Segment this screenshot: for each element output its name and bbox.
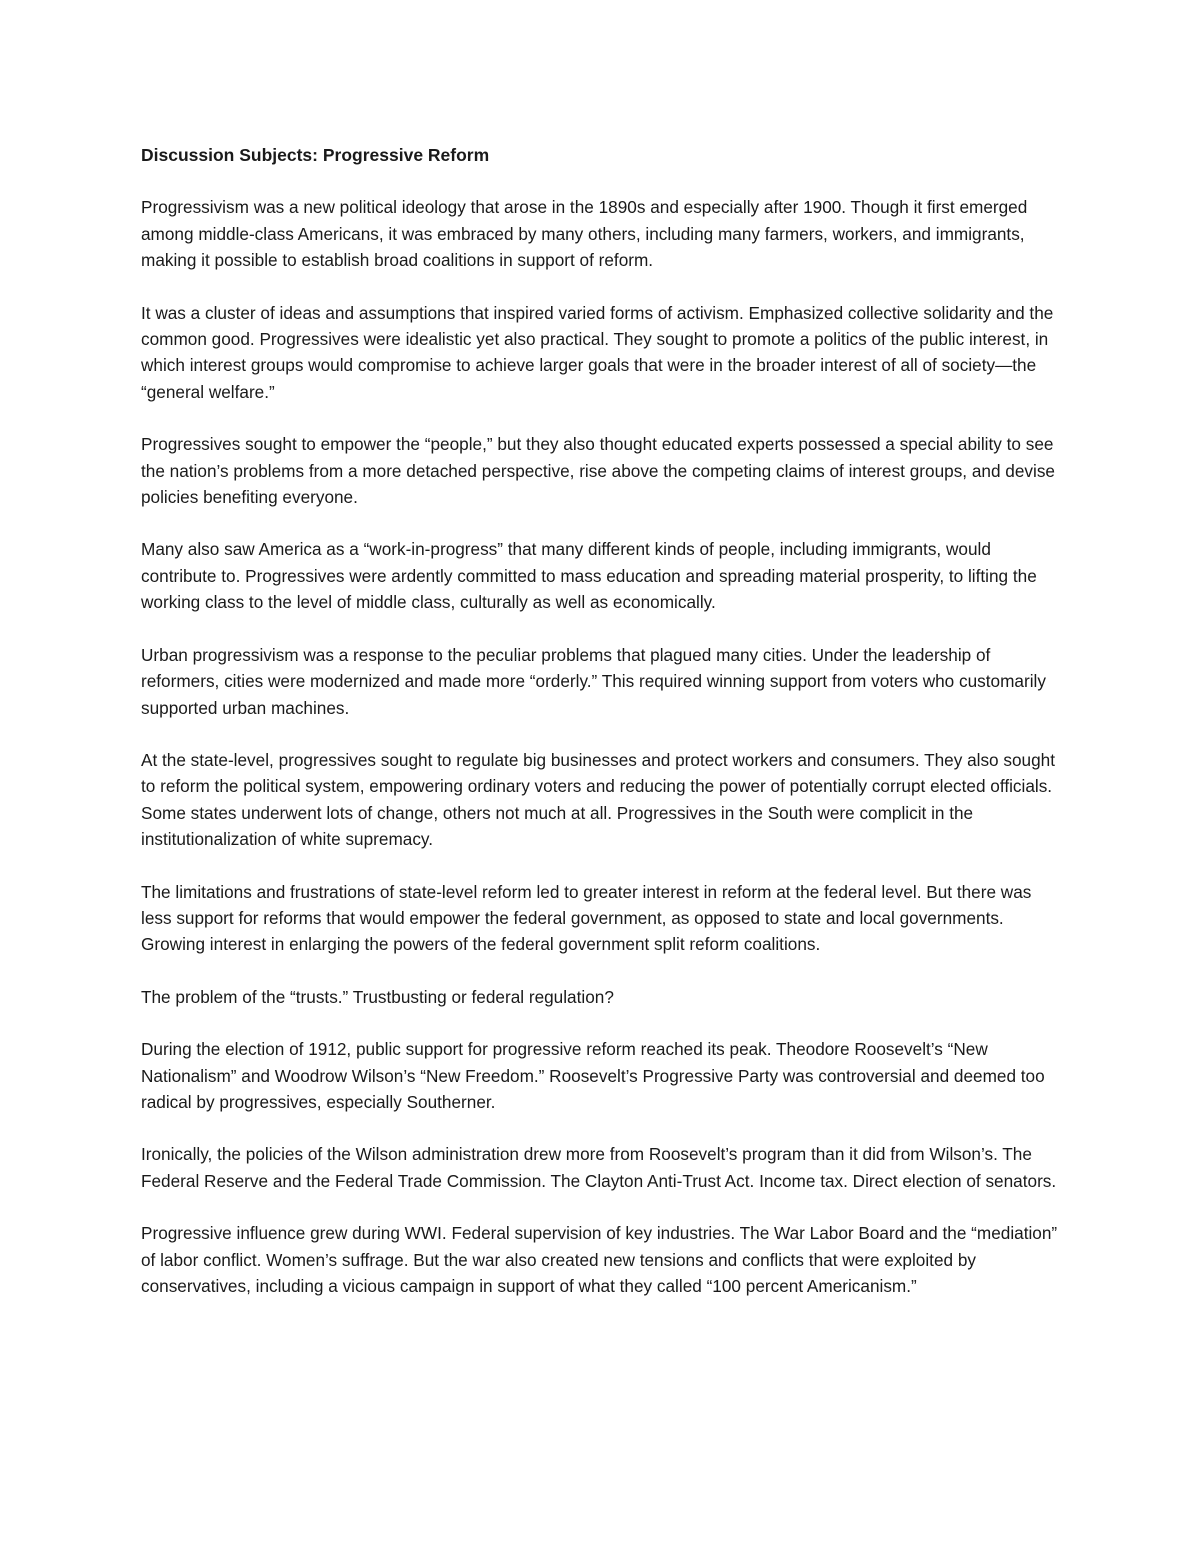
paragraph-state-level: At the state-level, progressives sought to regulate big businesses and protect workers and consumers. They also sought to reform the political system, empowering ordinary voters and reducing the power of potentially corrupt elected officials. Some states underwent lots of change, others not much at all. Progressives in the South were complicit in the institutionalization of white supremacy. — [141, 749, 1055, 850]
paragraph-federal-level: The limitations and frustrations of state-level reform led to greater interest in reform at the federal level. But there was less support for reforms that would empower the federal government, as opposed to state and local governments. Growing interest in enlarging the powers of the federal government split reform coalitions. — [141, 881, 1032, 955]
document-body — [141, 142, 1059, 1325]
paragraph-cluster-of-ideas: It was a cluster of ideas and assumptions that inspired varied forms of activism. Emphasized collective solidarity and the common good. Progressives were idealistic yet also practical. They sought to promote a politics of the public interest, in which interest groups would compromise to achieve larger goals that were in the broader interest of all of society—the “general welfare.” — [141, 302, 1054, 402]
document-title: Discussion Subjects: Progressive Reform — [141, 145, 490, 165]
paragraph-work-in-progress: Many also saw America as a “work-in-progress” that many different kinds of people, including immigrants, would contribute to. Progressives were ardently committed to mass education and spreading material prosperity, to lifting the working class to the level of middle class, culturally as well as economically. — [141, 539, 1037, 613]
paragraph-wwi-influence: Progressive influence grew during WWI. Federal supervision of key industries. The War Labor Board and the “mediation” of labor conflict. Women’s suffrage. But the war also created new tensions and conflicts that were exploited by conservatives, including a vicious campaign in support of what they called “100 percent Americanism.” — [141, 1223, 1058, 1296]
paragraph-trusts: The problem of the “trusts.” Trustbusting or federal regulation? — [141, 986, 614, 1007]
paragraph-urban-progressivism: Urban progressivism was a response to the peculiar problems that plagued many cities. Under the leadership of reformers, cities were modernized and made more “orderly.” This required winning support from voters who customarily supported urban machines. — [141, 644, 1046, 718]
paragraph-wilson-administration: Ironically, the policies of the Wilson administration drew more from Roosevelt’s program than it did from Wilson’s. The Federal Reserve and the Federal Trade Commission. The Clayton Anti-Trust Act. Income tax. Direct election of senators. — [141, 1144, 1057, 1191]
paragraph-election-1912: During the election of 1912, public support for progressive reform reached its peak. Theodore Roosevelt’s “New Nationalism” and Woodrow Wilson’s “New Freedom.” Roosevelt’s Progressive Party was controversial and deemed too radical by progressives, especially Southerner. — [141, 1039, 1045, 1112]
paragraph-progressivism-origins: Progressivism was a new political ideology that arose in the 1890s and especially after 1900. Though it first emerged among middle-class Americans, it was embraced by many others, including many farmers, workers, and immigrants, making it possible to establish broad coalitions in support of reform. — [141, 197, 1028, 271]
paragraph-empower-people: Progressives sought to empower the “people,” but they also thought educated experts possessed a special ability to see the nation’s problems from a more detached perspective, rise above the competing claims of interest groups, and devise policies benefiting everyone. — [141, 434, 1055, 508]
